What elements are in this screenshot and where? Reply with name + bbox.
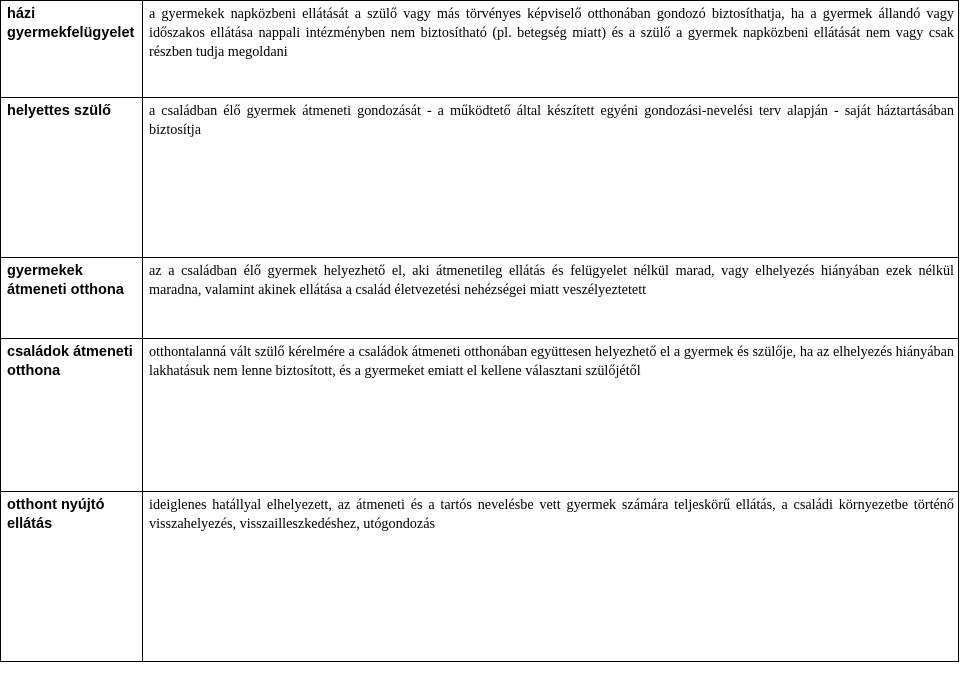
table-row: [1, 492, 959, 662]
term-cell: [1, 492, 143, 662]
term-label: házi gyermekfelügyelet: [7, 6, 135, 41]
table-row: [1, 1, 959, 98]
definition-text: otthontalanná vált szülő kérelmére a családok átmeneti otthonában együttesen helyezhető el a gyermek és szülője, ha az elhelyezés hiányában lakhatásuk nem lenne biztosított, és a gyermeket emiatt el kellene választani szülőjétől: [149, 344, 954, 379]
definition-cell: [143, 339, 959, 492]
term-label: otthont nyújtó ellátás: [7, 497, 105, 532]
term-cell: [1, 98, 143, 258]
term-label: gyermekek átmeneti otthona: [7, 263, 124, 298]
table-row: [1, 98, 959, 258]
definition-text: a családban élő gyermek átmeneti gondozását - a működtető által készített egyéni gondozási-nevelési terv alapján - saját háztartásában biztosítja: [149, 103, 954, 138]
term-label: helyettes szülő: [7, 103, 111, 119]
term-cell: [1, 258, 143, 339]
term-cell: [1, 339, 143, 492]
definition-text: az a családban élő gyermek helyezhető el, aki átmenetileg ellátás és felügyelet nélkül marad, vagy elhelyezés hiányában ezek nélkül maradna, valamint akinek ellátása a család életvezetési nehézségei miatt veszélyeztetett: [149, 263, 954, 298]
definition-text: a gyermekek napközbeni ellátását a szülő vagy más törvényes képviselő otthonában gondozó biztosíthatja, ha a gyermek állandó vagy időszakos ellátása nappali intézményben nem biztosítható (pl. betegség miatt) és a szülő a gyermek napközbeni ellátását nem vagy csak részben tudja megoldani: [149, 6, 954, 60]
definition-cell: [143, 1, 959, 98]
table-row: [1, 258, 959, 339]
definition-cell: [143, 258, 959, 339]
definition-cell: [143, 492, 959, 662]
table-row: [1, 339, 959, 492]
definition-cell: [143, 98, 959, 258]
term-cell: [1, 1, 143, 98]
definition-text: ideiglenes hatállyal elhelyezett, az átmeneti és a tartós nevelésbe vett gyermek számára teljeskörű ellátás, a családi környezetbe történő visszahelyezés, visszailleszkedéshez, utógondozás: [149, 497, 954, 532]
term-label: családok átmeneti otthona: [7, 344, 133, 379]
